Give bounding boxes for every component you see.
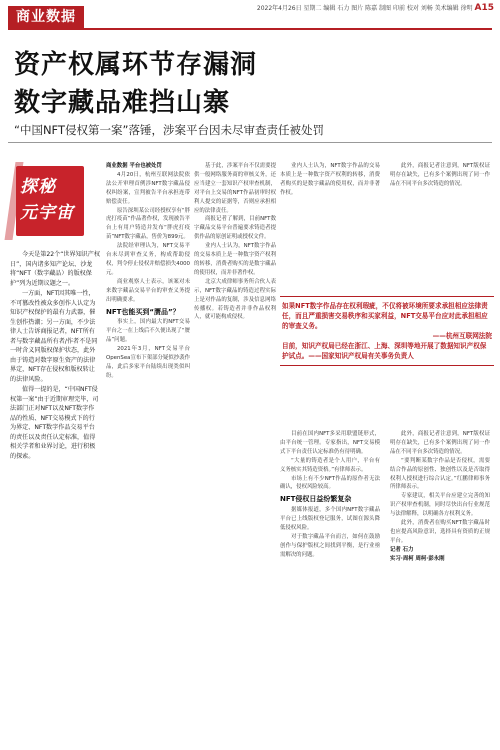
body-paragraph: 原告深圳某公司经授权享有“胖虎打疫苗”作品著作权，发现被告平台上有用户铸造并发布“胖虎打疫苗”NFT数字藏品，售价为899元。 (106, 207, 190, 241)
body-paragraph: 北京大成律师事务所合伙人表示，NFT数字藏品的铸造过程实际上是对作品的复制，涉及信息网络传播权。若铸造者并非作品权利人，就可能构成侵权。 (194, 278, 276, 321)
body-paragraph: “大量的铸造者是个人用户，平台有义务核实其铸造资格。”有律师表示。 (280, 457, 380, 473)
badge-title-line-1: 探秘 (20, 177, 56, 197)
body-paragraph: 2021年3月，NFT交易平台OpenSea宣布下架部分疑似抄袭作品，此后多家平台陆续出现类似纠纷。 (106, 346, 190, 379)
article-column-3 (280, 430, 380, 560)
article-column-1 (106, 162, 190, 381)
badge-title-line-2: 元宇宙 (20, 203, 74, 223)
subheadline: “中国NFT侵权第一案”落锤，涉案平台因未尽审查责任被处罚 (14, 123, 324, 137)
pull-quote-source: ——杭州互联网法院 (432, 332, 492, 340)
section-divider (8, 28, 492, 30)
column-badge (16, 160, 84, 244)
header-info-line (248, 3, 494, 13)
section-heading: NFT侵权日益纷繁复杂 (280, 495, 352, 504)
body-paragraph: 专家建议，相关平台应建立完善的知识产权审查机制，同时尽快出台行业规范与法律解释，以明确各方权利义务。 (390, 493, 490, 518)
body-paragraph: 事实上，国内最大的NFT交易平台之一在上线后不久便出现了“赝品”问题。 (106, 319, 190, 344)
headline-divider (8, 142, 492, 143)
headline-line-1: 资产权属环节存漏洞 (14, 50, 258, 80)
pull-quote (280, 296, 494, 366)
intro-paragraph: 今天是第22个“世界知识产权日”，国内诸多知产论坛、沙龙将“NFT（数字藏品）的版权保护”列为近期议题之一。 (10, 251, 100, 287)
article-column-2 (194, 162, 276, 322)
article-column-3-top (280, 162, 380, 198)
body-paragraph: 基于此，涉案平台不仅需要提供一般网络服务商的审核义务，还应当建立一套知识产权审查机制，对平台上交易的NFT作品初审时权利人提交的证据等，否则应承担相应的法律责任。 (194, 163, 276, 214)
body-paragraph: 此外，消费者在购买NFT数字藏品时也应提高风险意识，选择具有资质的正规平台。 (390, 520, 490, 544)
headline-line-2: 数字藏品难挡山寨 (14, 88, 231, 118)
pull-quote-text: 如果NFT数字作品存在权利瑕疵，不仅将被环境所要求承担相应法律责任，而且严重损害交易秩序和买家利益，NFT交易平台应对此承担相应的审查义务。 (282, 302, 488, 330)
section-heading: NFT也能买到“赝品”？ (106, 307, 180, 316)
body-paragraph: 法院经审理认为，NFT交易平台未尽到审查义务，构成帮助侵权，判令停止侵权并赔偿损失4000元。 (106, 243, 190, 276)
article-byline: 商业数据 平台也被处罚 (106, 163, 162, 169)
body-paragraph: 目前在国内NFT多采用联盟链形式，由平台统一管理。专家指出，NFT交易模式下平台责任认定标准仍有待明确。 (280, 431, 380, 455)
body-paragraph: 市场上有不少NFT作品的原作者无法确认，侵权风险较高。 (280, 475, 380, 491)
body-paragraph: “要判断某数字作品是否侵权，需要结合作品的原创性、独创性以及是否取得权利人授权进行综合认定。”红鹏律师事务所律师表示。 (390, 457, 490, 491)
body-paragraph: 此外，商报记者注意到，NFT版权证明存在缺失，已有多个案例出现了同一作品在不同平台多次铸造的情况。 (390, 431, 490, 455)
body-paragraph: 业内人士认为，NFT数字作品的交易本质上是一种数字资产权利的转移，消费者购买的是数字藏品的使用权，而并非著作权。 (280, 163, 380, 196)
intro-paragraph: 值得一提的是，“中国NFT侵权第一案”由于近期审理完毕，司法部门正对NFT以及NFT数字作品的性质、NFT交易模式下的行为界定、NFT数字作品交易平台的责任以及责任认定标准，值得相关学者和业界讨论，进行积极的探索。 (10, 386, 99, 460)
reporter-credit: 记者 石力 (390, 546, 414, 553)
body-paragraph: 据媒体报道，多个国内NFT数字藏品平台已上线版权登记服务，试图在源头降低侵权风险。 (280, 507, 380, 532)
photo-credit: 实习·周柯 周柯·彭永刚 (390, 555, 445, 562)
page-number: A15 (474, 3, 494, 13)
intro-column (10, 250, 100, 462)
body-paragraph: 4月20日，杭州互联网法院依法公开审理首例涉NFT数字藏品侵权纠纷案，宣判被告平台承担连带赔偿责任。 (106, 171, 190, 205)
body-paragraph: 对于数字藏品平台而言，如何在鼓励创作与保护版权之间找到平衡，是行业亟需解决的问题。 (280, 533, 380, 558)
article-column-4-top (390, 162, 490, 189)
body-paragraph: 此外，商报记者注意到，NFT版权证明存在缺失，已有多个案例出现了同一作品在不同平台多次铸造的情况。 (390, 163, 490, 187)
body-paragraph: 业内人士认为，NFT数字作品的交易本质上是一种数字资产权利的转移，消费者购买的是数字藏品的使用权，而并非著作权。 (194, 243, 276, 276)
pull-quote-text-2: 目前，知识产权局已经在浙江、上海、深圳等地开展了数据知识产权保护试点。——国家知识产权局有关事务负责人 (282, 342, 487, 360)
section-tab: 商业数据 (8, 6, 84, 28)
intro-paragraph: 一方面，NFT因其唯一性，不可篡改性被众多创作人认定为知识产权保护的最有力武器，催生创作热潮；另一方面，不少法律人士告诉商报记者，NFT所有者与数字藏品所有者/作者不是同一时含义同版权保护状态，此外由于铸造对数字原生资产的法律界定，NFT存在侵权和版权转让的法律风险。 (10, 290, 98, 383)
date-line: 2022年4月26日 星期二 编辑 石力 图片 陈嘉 制图 印前 校对 刘畅 美术编辑 徐明 (256, 5, 473, 12)
body-paragraph: 商业观察人士表示，该案对未来数字藏品交易平台的审查义务提出明确要求。 (106, 278, 190, 303)
body-paragraph: 商报记者了解到，目前NFT数字藏品交易平台普遍要求铸造者提供作品的原创证明或授权文件。 (194, 216, 276, 241)
article-column-4 (390, 430, 490, 564)
